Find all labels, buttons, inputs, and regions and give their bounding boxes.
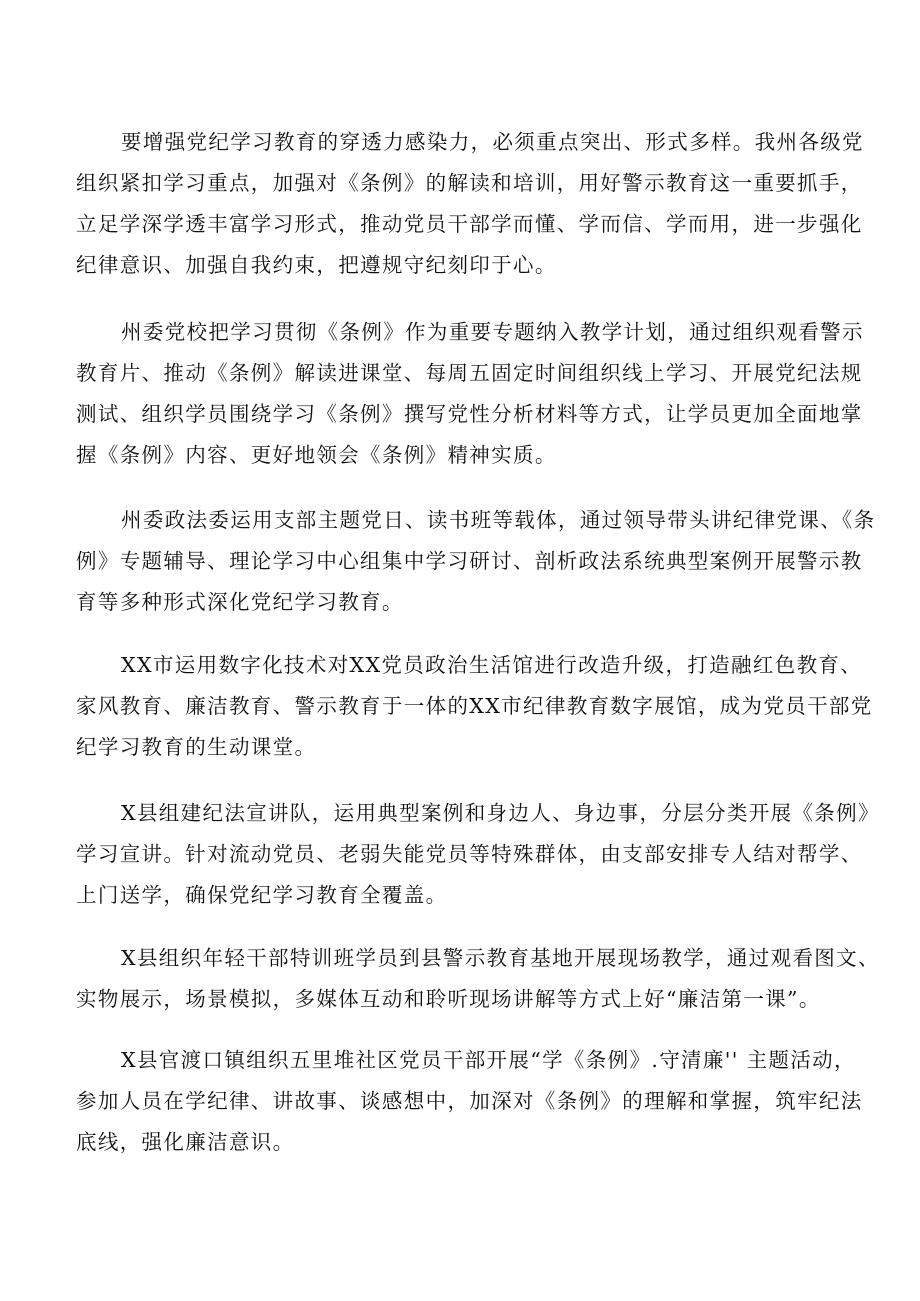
text-line: 立足学深学透丰富学习形式，推动党员干部学而懂、学而信、学而用，进一步强化 [76, 212, 863, 236]
text-line: 州委党校把学习贯彻《条例》作为重要专题纳入教学计划，通过组织观看警示 [121, 320, 864, 344]
text-line: 实物展示，场景模拟，多媒体互动和聆听现场讲解等方式上好“廉洁第一课”。 [76, 987, 821, 1011]
text-line: 测试、组织学员围绕学习《条例》撰写党性分析材料等方式，让学员更加全面地掌 [76, 402, 863, 426]
text-line: X县组建纪法宣讲队，运用典型案例和身边人、身边事，分层分类开展《条例》 [121, 801, 880, 825]
paragraph-lecture-team [76, 793, 880, 916]
paragraph-community-theme-activity [76, 1040, 876, 1163]
paragraph-digital-exhibition-hall [76, 645, 876, 768]
text-line: 育等多种形式深化党纪学习教育。 [76, 590, 404, 614]
text-line: 教育片、推动《条例》解读进课堂、每周五固定时间组织线上学习、开展党纪法规 [76, 361, 863, 385]
paragraph-party-discipline-education [76, 122, 876, 286]
text-line: 纪律意识、加强自我约束，把遵规守纪刻印于心。 [76, 253, 557, 277]
text-line: 例》专题辅导、理论学习中心组集中学习研讨、剖析政法系统典型案例开展警示教 [76, 549, 863, 573]
paragraph-young-cadres-training [76, 938, 880, 1020]
paragraph-party-school [76, 312, 876, 476]
text-line: 参加人员在学纪律、讲故事、谈感想中，加深对《条例》的理解和掌握，筑牢纪法 [76, 1089, 863, 1113]
text-line: XX市运用数字化技术对XX党员政治生活馆进行改造升级，打造融红色教育、 [121, 653, 863, 677]
text-line: 底线，强化廉洁意识。 [76, 1130, 295, 1154]
text-line: X县组织年轻干部特训班学员到县警示教育基地开展现场教学，通过观看图文、 [121, 946, 880, 970]
text-line: 纪学习教育的生动课堂。 [76, 735, 317, 759]
text-line: 要增强党纪学习教育的穿透力感染力，必须重点突出、形式多样。我州各级党 [121, 130, 864, 154]
text-line: 上门送学，确保党纪学习教育全覆盖。 [76, 883, 448, 907]
paragraph-political-legal-committee [76, 500, 876, 623]
text-line: 握《条例》内容、更好地领会《条例》精神实质。 [76, 443, 557, 467]
text-line: 学习宣讲。针对流动党员、老弱失能党员等特殊群体，由支部安排专人结对帮学、 [76, 842, 863, 866]
text-line: X县官渡口镇组织五里堆社区党员干部开展“学《条例》.守清廉'' 主题活动， [121, 1048, 856, 1072]
text-line: 组织紧扣学习重点，加强对《条例》的解读和培训，用好警示教育这一重要抓手， [76, 171, 863, 195]
text-line: 家风教育、廉洁教育、警示教育于一体的XX市纪律教育数字展馆，成为党员干部党 [76, 694, 873, 718]
text-line: 州委政法委运用支部主题党日、读书班等载体，通过领导带头讲纪律党课、《条 [121, 508, 876, 532]
